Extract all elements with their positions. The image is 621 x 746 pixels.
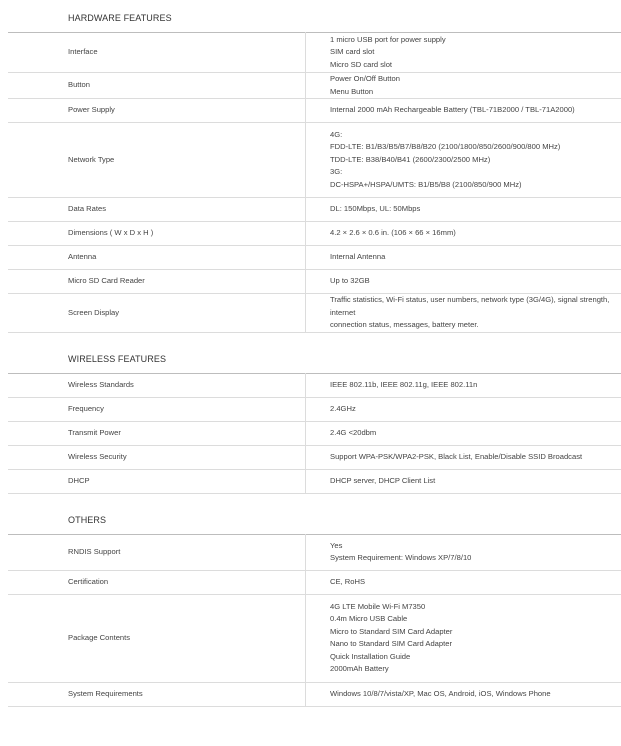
- spec-row: [8, 682, 621, 706]
- section-title: OTHERS: [0, 515, 621, 525]
- spec-label: Interface: [8, 33, 306, 73]
- spec-value: [306, 469, 621, 493]
- spec-section: [0, 515, 621, 707]
- spec-table: [8, 373, 621, 494]
- spec-section: [0, 13, 621, 333]
- section-title: WIRELESS FEATURES: [0, 354, 621, 364]
- spec-label: RNDIS Support: [8, 534, 306, 570]
- spec-row: [8, 373, 621, 397]
- spec-label: Network Type: [8, 123, 306, 198]
- spec-label: Screen Display: [8, 294, 306, 333]
- spec-value-line: 2000mAh Battery: [330, 663, 621, 676]
- spec-page: [0, 13, 621, 707]
- spec-value: [306, 570, 621, 594]
- spec-value: [306, 294, 621, 333]
- spec-value: [306, 534, 621, 570]
- spec-row: [8, 222, 621, 246]
- spec-value: [306, 222, 621, 246]
- spec-row: [8, 33, 621, 73]
- spec-value: [306, 33, 621, 73]
- spec-value: [306, 99, 621, 123]
- spec-value-line: Menu Button: [330, 86, 621, 99]
- spec-row: [8, 99, 621, 123]
- spec-label: System Requirements: [8, 682, 306, 706]
- spec-value-line: 2.4G <20dbm: [330, 427, 621, 440]
- spec-value-line: Micro to Standard SIM Card Adapter: [330, 626, 621, 639]
- spec-value-line: Quick Installation Guide: [330, 651, 621, 664]
- spec-value-line: Power On/Off Button: [330, 73, 621, 86]
- spec-label: Frequency: [8, 397, 306, 421]
- spec-value-line: Up to 32GB: [330, 275, 621, 288]
- spec-value: [306, 682, 621, 706]
- spec-value-line: Windows 10/8/7/vista/XP, Mac OS, Android, iOS, Windows Phone: [330, 688, 621, 701]
- spec-value: [306, 421, 621, 445]
- spec-value-line: Nano to Standard SIM Card Adapter: [330, 638, 621, 651]
- spec-value-line: FDD-LTE: B1/B3/B5/B7/B8/B20 (2100/1800/850/2600/900/800 MHz): [330, 141, 621, 154]
- spec-value-line: Internal 2000 mAh Rechargeable Battery (TBL-71B2000 / TBL-71A2000): [330, 104, 621, 117]
- spec-row: [8, 534, 621, 570]
- spec-value-line: Yes: [330, 540, 621, 553]
- spec-value: [306, 246, 621, 270]
- spec-value-line: DC-HSPA+/HSPA/UMTS: B1/B5/B8 (2100/850/900 MHz): [330, 179, 621, 192]
- spec-section: [0, 354, 621, 494]
- spec-value: [306, 445, 621, 469]
- spec-value-line: 3G:: [330, 166, 621, 179]
- spec-label: Power Supply: [8, 99, 306, 123]
- spec-value-line: connection status, messages, battery meter.: [330, 319, 621, 332]
- spec-row: [8, 246, 621, 270]
- spec-value-line: IEEE 802.11b, IEEE 802.11g, IEEE 802.11n: [330, 379, 621, 392]
- spec-value-line: DHCP server, DHCP Client List: [330, 475, 621, 488]
- spec-table: [8, 32, 621, 333]
- spec-row: [8, 421, 621, 445]
- spec-value: [306, 270, 621, 294]
- spec-value-line: DL: 150Mbps, UL: 50Mbps: [330, 203, 621, 216]
- spec-value-line: Support WPA-PSK/WPA2-PSK, Black List, Enable/Disable SSID Broadcast: [330, 451, 621, 464]
- spec-row: [8, 123, 621, 198]
- spec-value: [306, 373, 621, 397]
- spec-row: [8, 445, 621, 469]
- spec-label: DHCP: [8, 469, 306, 493]
- spec-value: [306, 198, 621, 222]
- spec-value: [306, 123, 621, 198]
- spec-row: [8, 570, 621, 594]
- spec-label: Wireless Security: [8, 445, 306, 469]
- spec-value: [306, 594, 621, 682]
- spec-value-line: SIM card slot: [330, 46, 621, 59]
- spec-label: Certification: [8, 570, 306, 594]
- spec-row: [8, 270, 621, 294]
- spec-value-line: 0.4m Micro USB Cable: [330, 613, 621, 626]
- spec-label: Antenna: [8, 246, 306, 270]
- spec-value-line: 4.2 × 2.6 × 0.6 in. (106 × 66 × 16mm): [330, 227, 621, 240]
- spec-value-line: Internal Antenna: [330, 251, 621, 264]
- spec-row: [8, 594, 621, 682]
- spec-label: Dimensions ( W x D x H ): [8, 222, 306, 246]
- spec-value: [306, 397, 621, 421]
- spec-table: [8, 534, 621, 707]
- spec-value-line: 1 micro USB port for power supply: [330, 34, 621, 47]
- spec-value-line: TDD-LTE: B38/B40/B41 (2600/2300/2500 MHz): [330, 154, 621, 167]
- spec-row: [8, 198, 621, 222]
- spec-label: Transmit Power: [8, 421, 306, 445]
- spec-row: [8, 294, 621, 333]
- spec-row: [8, 397, 621, 421]
- spec-row: [8, 73, 621, 99]
- spec-label: Package Contents: [8, 594, 306, 682]
- spec-value: [306, 73, 621, 99]
- spec-row: [8, 469, 621, 493]
- spec-value-line: Traffic statistics, Wi-Fi status, user numbers, network type (3G/4G), signal strength, internet: [330, 294, 621, 319]
- spec-value-line: CE, RoHS: [330, 576, 621, 589]
- spec-label: Button: [8, 73, 306, 99]
- spec-label: Data Rates: [8, 198, 306, 222]
- spec-value-line: System Requirement: Windows XP/7/8/10: [330, 552, 621, 565]
- spec-value-line: 4G:: [330, 129, 621, 142]
- spec-label: Wireless Standards: [8, 373, 306, 397]
- spec-value-line: 4G LTE Mobile Wi-Fi M7350: [330, 601, 621, 614]
- spec-value-line: 2.4GHz: [330, 403, 621, 416]
- spec-value-line: Micro SD card slot: [330, 59, 621, 72]
- spec-label: Micro SD Card Reader: [8, 270, 306, 294]
- section-title: HARDWARE FEATURES: [0, 13, 621, 23]
